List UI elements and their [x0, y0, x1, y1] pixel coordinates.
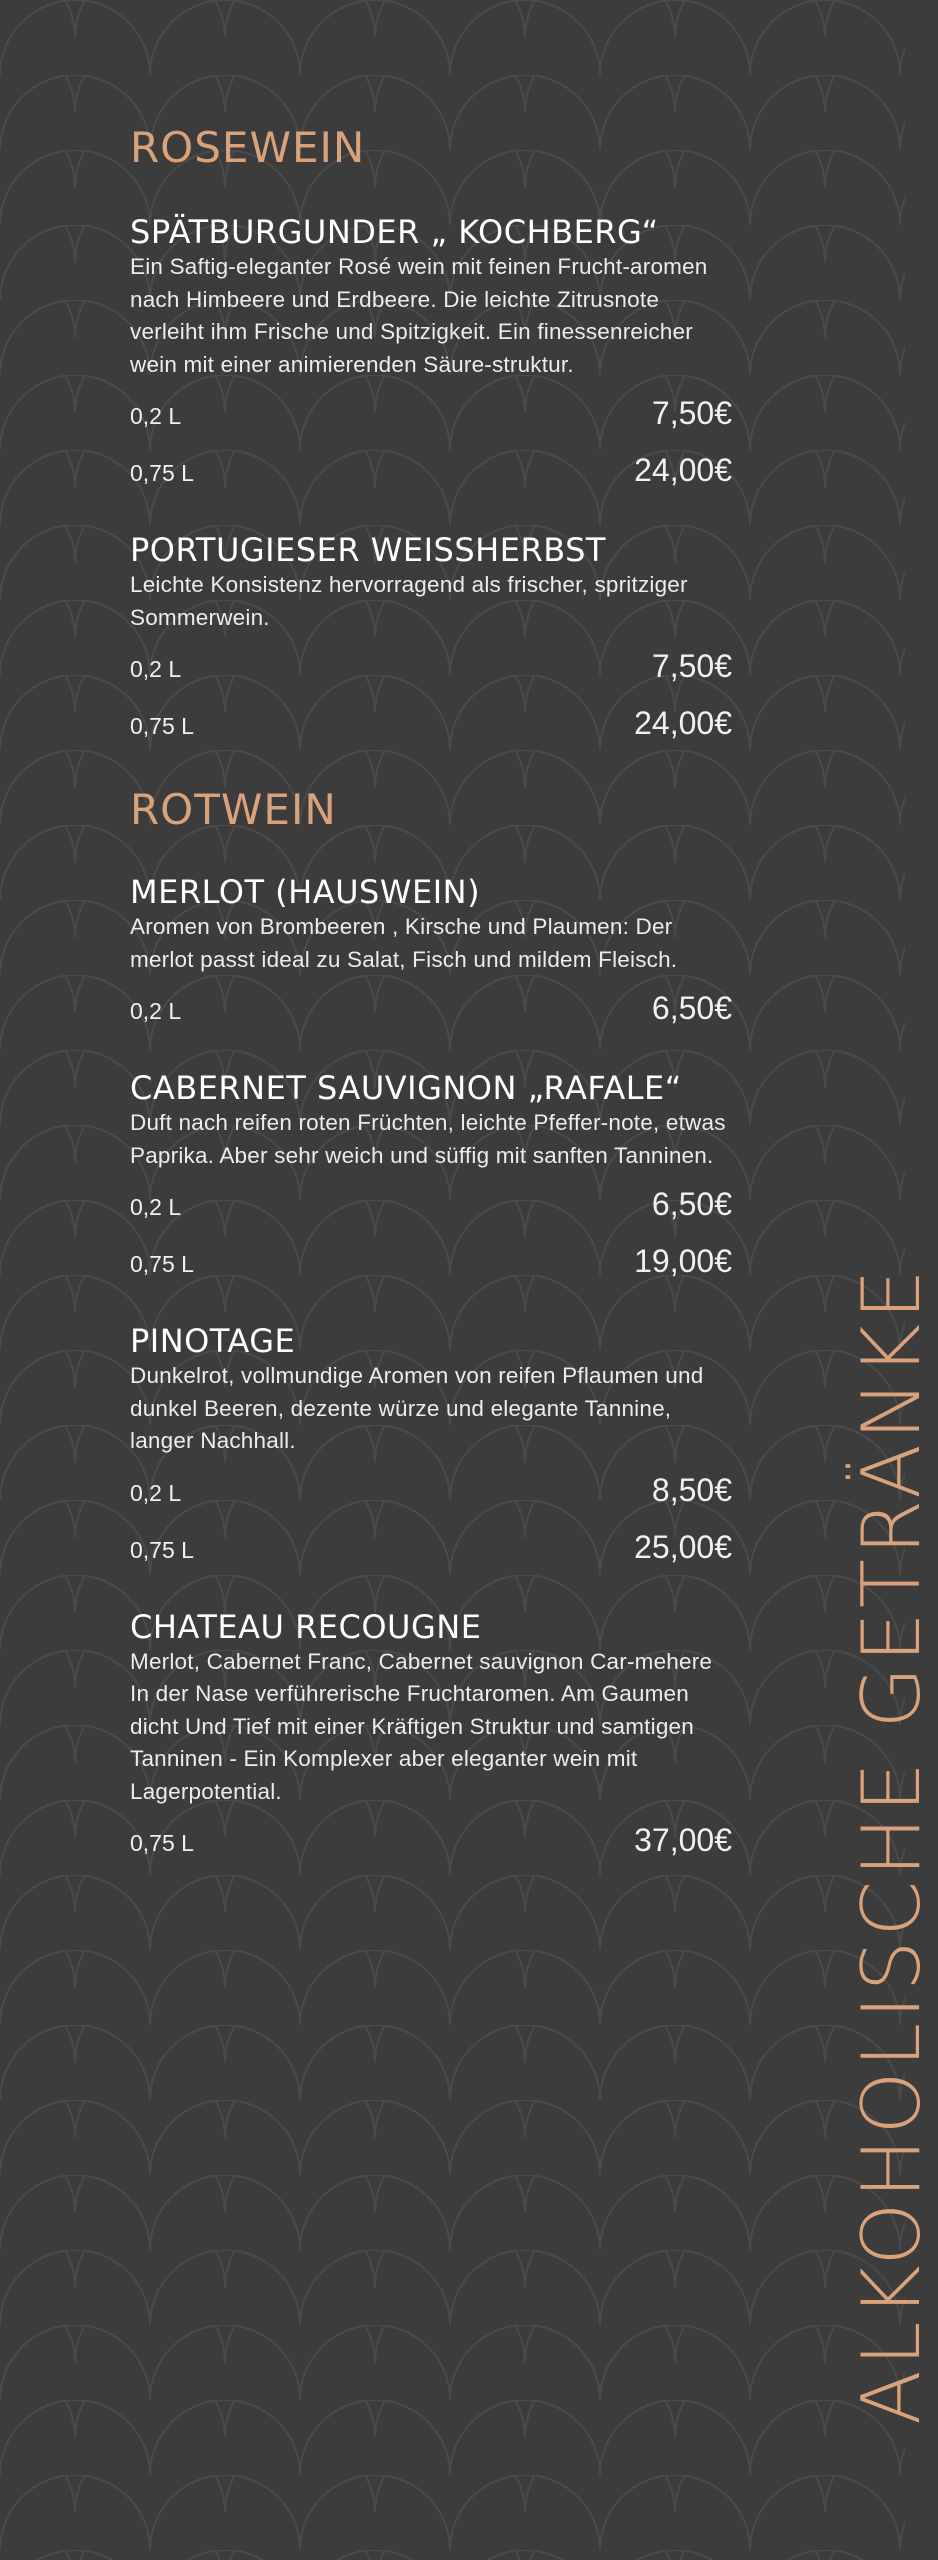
price-volume: 0,75 L: [130, 460, 194, 486]
price-volume: 0,2 L: [130, 403, 182, 429]
wine-description: Merlot, Cabernet Franc, Cabernet sauvignon Car-mehere In der Nase verführerische Fruchtaromen. Am Gaumen dicht Und Tief mit einer Kräftigen Struktur und samtigen Tanninen - Ein Komplexer aber eleganter wein mit Lagerpotential.: [130, 1648, 713, 1804]
wine-item: [130, 873, 732, 1047]
price-list: [130, 1186, 732, 1300]
price-volume: 0,75 L: [130, 713, 194, 739]
price-value: 24,00€: [634, 452, 732, 488]
price-volume: 0,75 L: [130, 1251, 194, 1277]
price-list: [130, 1822, 732, 1879]
side-title: ALKOHOLISCHE GETRÄNKE: [845, 1265, 938, 2425]
wine-item: [130, 1069, 732, 1300]
wine-menu: [130, 0, 732, 1901]
price-value: 19,00€: [634, 1243, 732, 1279]
price-row: [130, 1529, 732, 1586]
wine-item: [130, 1608, 732, 1880]
price-row: [130, 1186, 732, 1243]
price-volume: 0,2 L: [130, 656, 182, 682]
price-row: [130, 1822, 732, 1879]
wine-name: CABERNET SAUVIGNON „RAFALE“: [130, 1069, 682, 1107]
price-list: [130, 990, 732, 1047]
price-list: [130, 1472, 732, 1586]
price-volume: 0,2 L: [130, 998, 182, 1024]
price-volume: 0,2 L: [130, 1479, 182, 1506]
wine-description: Ein Saftig-eleganter Rosé wein mit feinen Frucht-aromen nach Himbeere und Erdbeere. Die leichte Zitrusnote verleiht ihm Frische und Spitzigkeit. Ein finessenreicher wein mit einer animierenden Säure-struktur.: [130, 254, 708, 377]
price-volume: 0,75 L: [130, 1536, 194, 1563]
price-value: 6,50€: [651, 1186, 732, 1222]
price-row: [130, 452, 732, 509]
price-row: [130, 1243, 732, 1300]
wine-name: CHATEAU RECOUGNE: [130, 1607, 482, 1646]
price-row: [130, 648, 732, 705]
wine-name: PINOTAGE: [130, 1322, 296, 1360]
price-value: 6,50€: [651, 990, 732, 1026]
price-value: 7,50€: [651, 395, 732, 431]
price-list: [130, 648, 732, 762]
price-value: 25,00€: [634, 1528, 732, 1565]
wine-name: SPÄTBURGUNDER „ KOCHBERG“: [130, 213, 659, 251]
wine-item: [130, 1322, 732, 1586]
wine-item: [130, 531, 732, 762]
section-title: ROSEWEIN: [130, 123, 366, 172]
price-volume: 0,2 L: [130, 1194, 182, 1220]
wine-description: Duft nach reifen roten Früchten, leichte Pfeffer-note, etwas Paprika. Aber sehr weich und süffig mit sanften Tanninen.: [130, 1110, 726, 1168]
wine-name: PORTUGIESER WEISSHERBST: [130, 531, 606, 569]
section-title: ROTWEIN: [130, 785, 337, 834]
wine-item: [130, 213, 732, 509]
price-row: [130, 395, 732, 452]
price-value: 8,50€: [651, 1471, 732, 1508]
price-row: [130, 990, 732, 1047]
price-list: [130, 395, 732, 509]
section-rotwein: [130, 785, 732, 1879]
wine-description: Aromen von Brombeeren , Kirsche und Plaumen: Der merlot passt ideal zu Salat, Fisch und mildem Fleisch.: [130, 914, 678, 972]
section-rosewein: [130, 0, 732, 762]
wine-description: Dunkelrot, vollmundige Aromen von reifen Pflaumen und dunkel Beeren, dezente würze und elegante Tannine, langer Nachhall.: [130, 1363, 704, 1453]
wine-description: Leichte Konsistenz hervorragend als frischer, spritziger Sommerwein.: [130, 572, 688, 630]
price-value: 37,00€: [634, 1822, 732, 1858]
wine-name: MERLOT (HAUSWEIN): [130, 873, 481, 911]
price-volume: 0,75 L: [130, 1830, 194, 1856]
price-value: 24,00€: [634, 705, 732, 741]
price-value: 7,50€: [651, 648, 732, 684]
price-row: [130, 1472, 732, 1529]
price-row: [130, 705, 732, 762]
